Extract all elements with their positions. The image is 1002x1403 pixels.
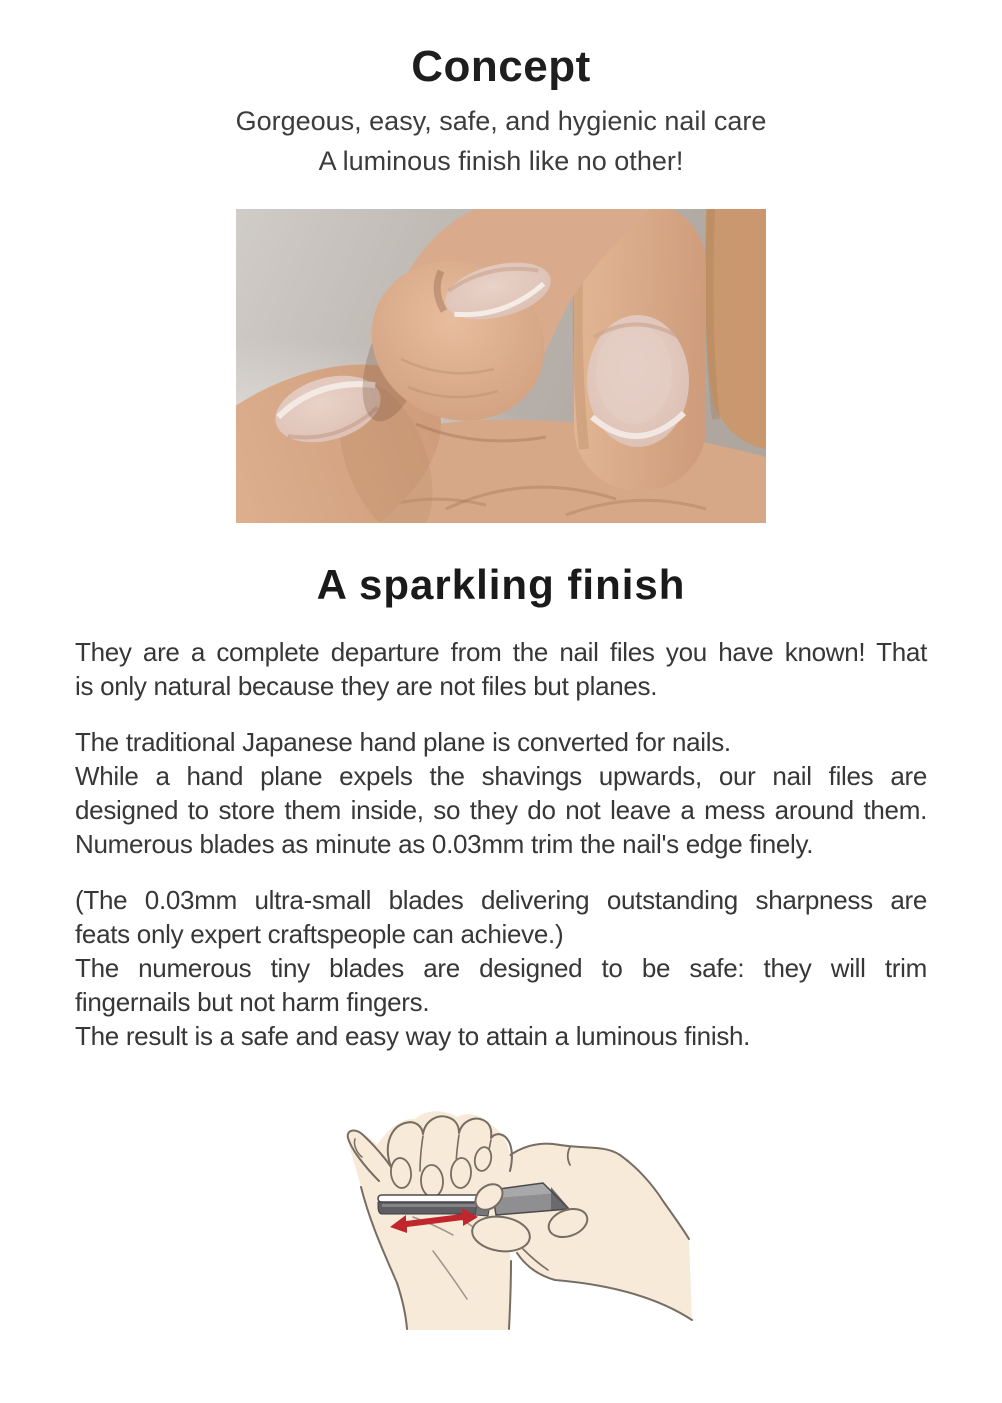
body-line: is only natural because they are not files but planes.: [75, 670, 658, 701]
body-paragraph: [75, 725, 927, 861]
fingernail-sheen: [596, 324, 672, 424]
usage-illustration: [14, 1103, 1002, 1363]
body-line: While a hand plane expels the shavings upwards, our nail files are: [75, 760, 927, 791]
body-paragraph: [75, 635, 927, 703]
body-line: Numerous blades as minute as 0.03mm trim the nail's edge finely.: [75, 828, 814, 859]
file-top-edge: [378, 1195, 479, 1202]
body-text: [75, 635, 927, 1053]
section-heading: A sparkling finish: [316, 560, 686, 608]
subtitle-line: A luminous finish like no other!: [318, 145, 684, 176]
body-line: designed to store them inside, so they do not leave a mess around them.: [75, 794, 927, 825]
body-paragraph: [75, 883, 927, 1053]
body-line: The result is a safe and easy way to attain a luminous finish.: [75, 1020, 751, 1051]
nail-photo-image: [236, 209, 766, 523]
subtitle-line: Gorgeous, easy, safe, and hygienic nail care: [235, 105, 767, 136]
product-concept-page: [0, 42, 1002, 1403]
body-line: They are a complete departure from the nail files you have known! That: [75, 636, 927, 667]
body-line: (The 0.03mm ultra-small blades delivering outstanding sharpness are: [75, 884, 927, 915]
nail-photo: [236, 209, 766, 523]
fingernail-graphic: [420, 1164, 444, 1197]
subtitle: [0, 101, 1002, 181]
usage-illustration-image: [315, 1103, 715, 1363]
page-title: Concept: [411, 42, 591, 91]
file-body-highlight: [382, 1204, 476, 1207]
body-line: feats only expert craftspeople can achieve.): [75, 918, 564, 949]
body-line: The numerous tiny blades are designed to be safe: they will trim: [75, 952, 927, 983]
body-line: The traditional Japanese hand plane is converted for nails.: [75, 726, 731, 757]
body-line: fingernails but not harm fingers.: [75, 986, 430, 1017]
